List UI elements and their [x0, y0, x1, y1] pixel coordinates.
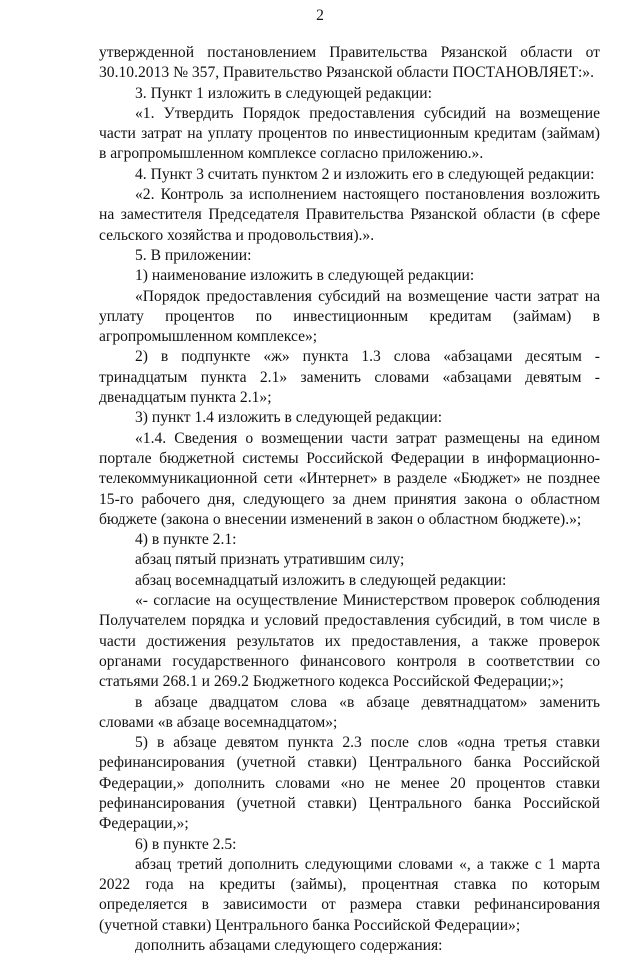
paragraph: 2) в подпункте «ж» пункта 1.3 слова «абзацами десятым - тринадцатым пункта 2.1» заменить словами «абзацами девятым - двенадцатым пункта 2.1»; — [99, 348, 600, 407]
paragraph: 3) пункт 1.4 изложить в следующей редакции: — [135, 409, 443, 427]
paragraph: «2. Контроль за исполнением настоящего постановления возложить на заместителя Председателя Правительства Рязанской области (в сфере сельского хозяйства и продовольствия).». — [99, 186, 600, 244]
paragraph: 6) в пункте 2.5: — [135, 835, 237, 853]
paragraph: 4) в пункте 2.1: — [135, 531, 237, 549]
paragraph: дополнить абзацами следующего содержания: — [135, 937, 443, 955]
paragraph: «1. Утвердить Порядок предоставления субсидий на возмещение части затрат на уплату процентов по инвестиционным кредитам (займам) в агропромышленном комплексе согласно приложению.». — [99, 104, 600, 163]
paragraph: «1.4. Сведения о возмещении части затрат размещены на едином портале бюджетной системы Российской Федерации в информационно-телекоммуникационной сети «Интернет» в разделе «Бюджет» не позднее 15-го рабочего дня, следующего за днем принятия закона о областном бюджете (закона о внесении изменений в закон о областном бюджете).»; — [99, 429, 600, 528]
page-number: 2 — [316, 7, 324, 24]
paragraph: абзац третий дополнить следующими словами «, а также с 1 марта 2022 года на кредиты (займы), процентная ставка по которым определяется в зависимости от размера ставки рефинансирования (учетной ставки) Центрального банка Российской Федерации»; — [99, 855, 600, 934]
paragraph: «- согласие на осуществление Министерством проверок соблюдения Получателем порядка и условий предоставления субсидий, в том числе в части достижения результатов их предоставления, а также проверок органами государственного финансового контроля в соответствии со статьями 268.1 и 269.2 Бюджетного кодекса Российской Федерации;»; — [99, 592, 600, 691]
paragraph: в абзаце двадцатом слова «в абзаце девятнадцатом» заменить словами «в абзаце восемнадцатом»; — [99, 693, 600, 731]
paragraph: абзац восемнадцатый изложить в следующей редакции: — [135, 571, 507, 589]
paragraph: 4. Пункт 3 считать пунктом 2 и изложить его в следующей редакции: — [135, 165, 595, 183]
paragraph: «Порядок предоставления субсидий на возмещение части затрат на уплату процентов по инвестиционным кредитам (займам) в агропромышленном комплексе»; — [99, 287, 600, 346]
paragraph: 5) в абзаце девятом пункта 2.3 после слов «одна третья ставки рефинансирования (учетной ставки) Центрального банка Российской Федерации,» дополнить словами «но не менее 20 процентов ставки рефинансирования (учетной ставки) Центрального банка Российской Федерации,»; — [99, 734, 600, 833]
paragraph: утвержденной постановлением Правительства Рязанской области от 30.10.2013 № 357, Правительство Рязанской области ПОСТАНОВЛЯЕТ:». — [99, 44, 600, 82]
paragraph: 1) наименование изложить в следующей редакции: — [135, 267, 475, 285]
document-body — [99, 43, 600, 956]
paragraph: 3. Пункт 1 изложить в следующей редакции: — [135, 84, 432, 102]
paragraph: абзац пятый признать утратившим силу; — [135, 551, 405, 569]
paragraph: 5. В приложении: — [135, 246, 252, 264]
